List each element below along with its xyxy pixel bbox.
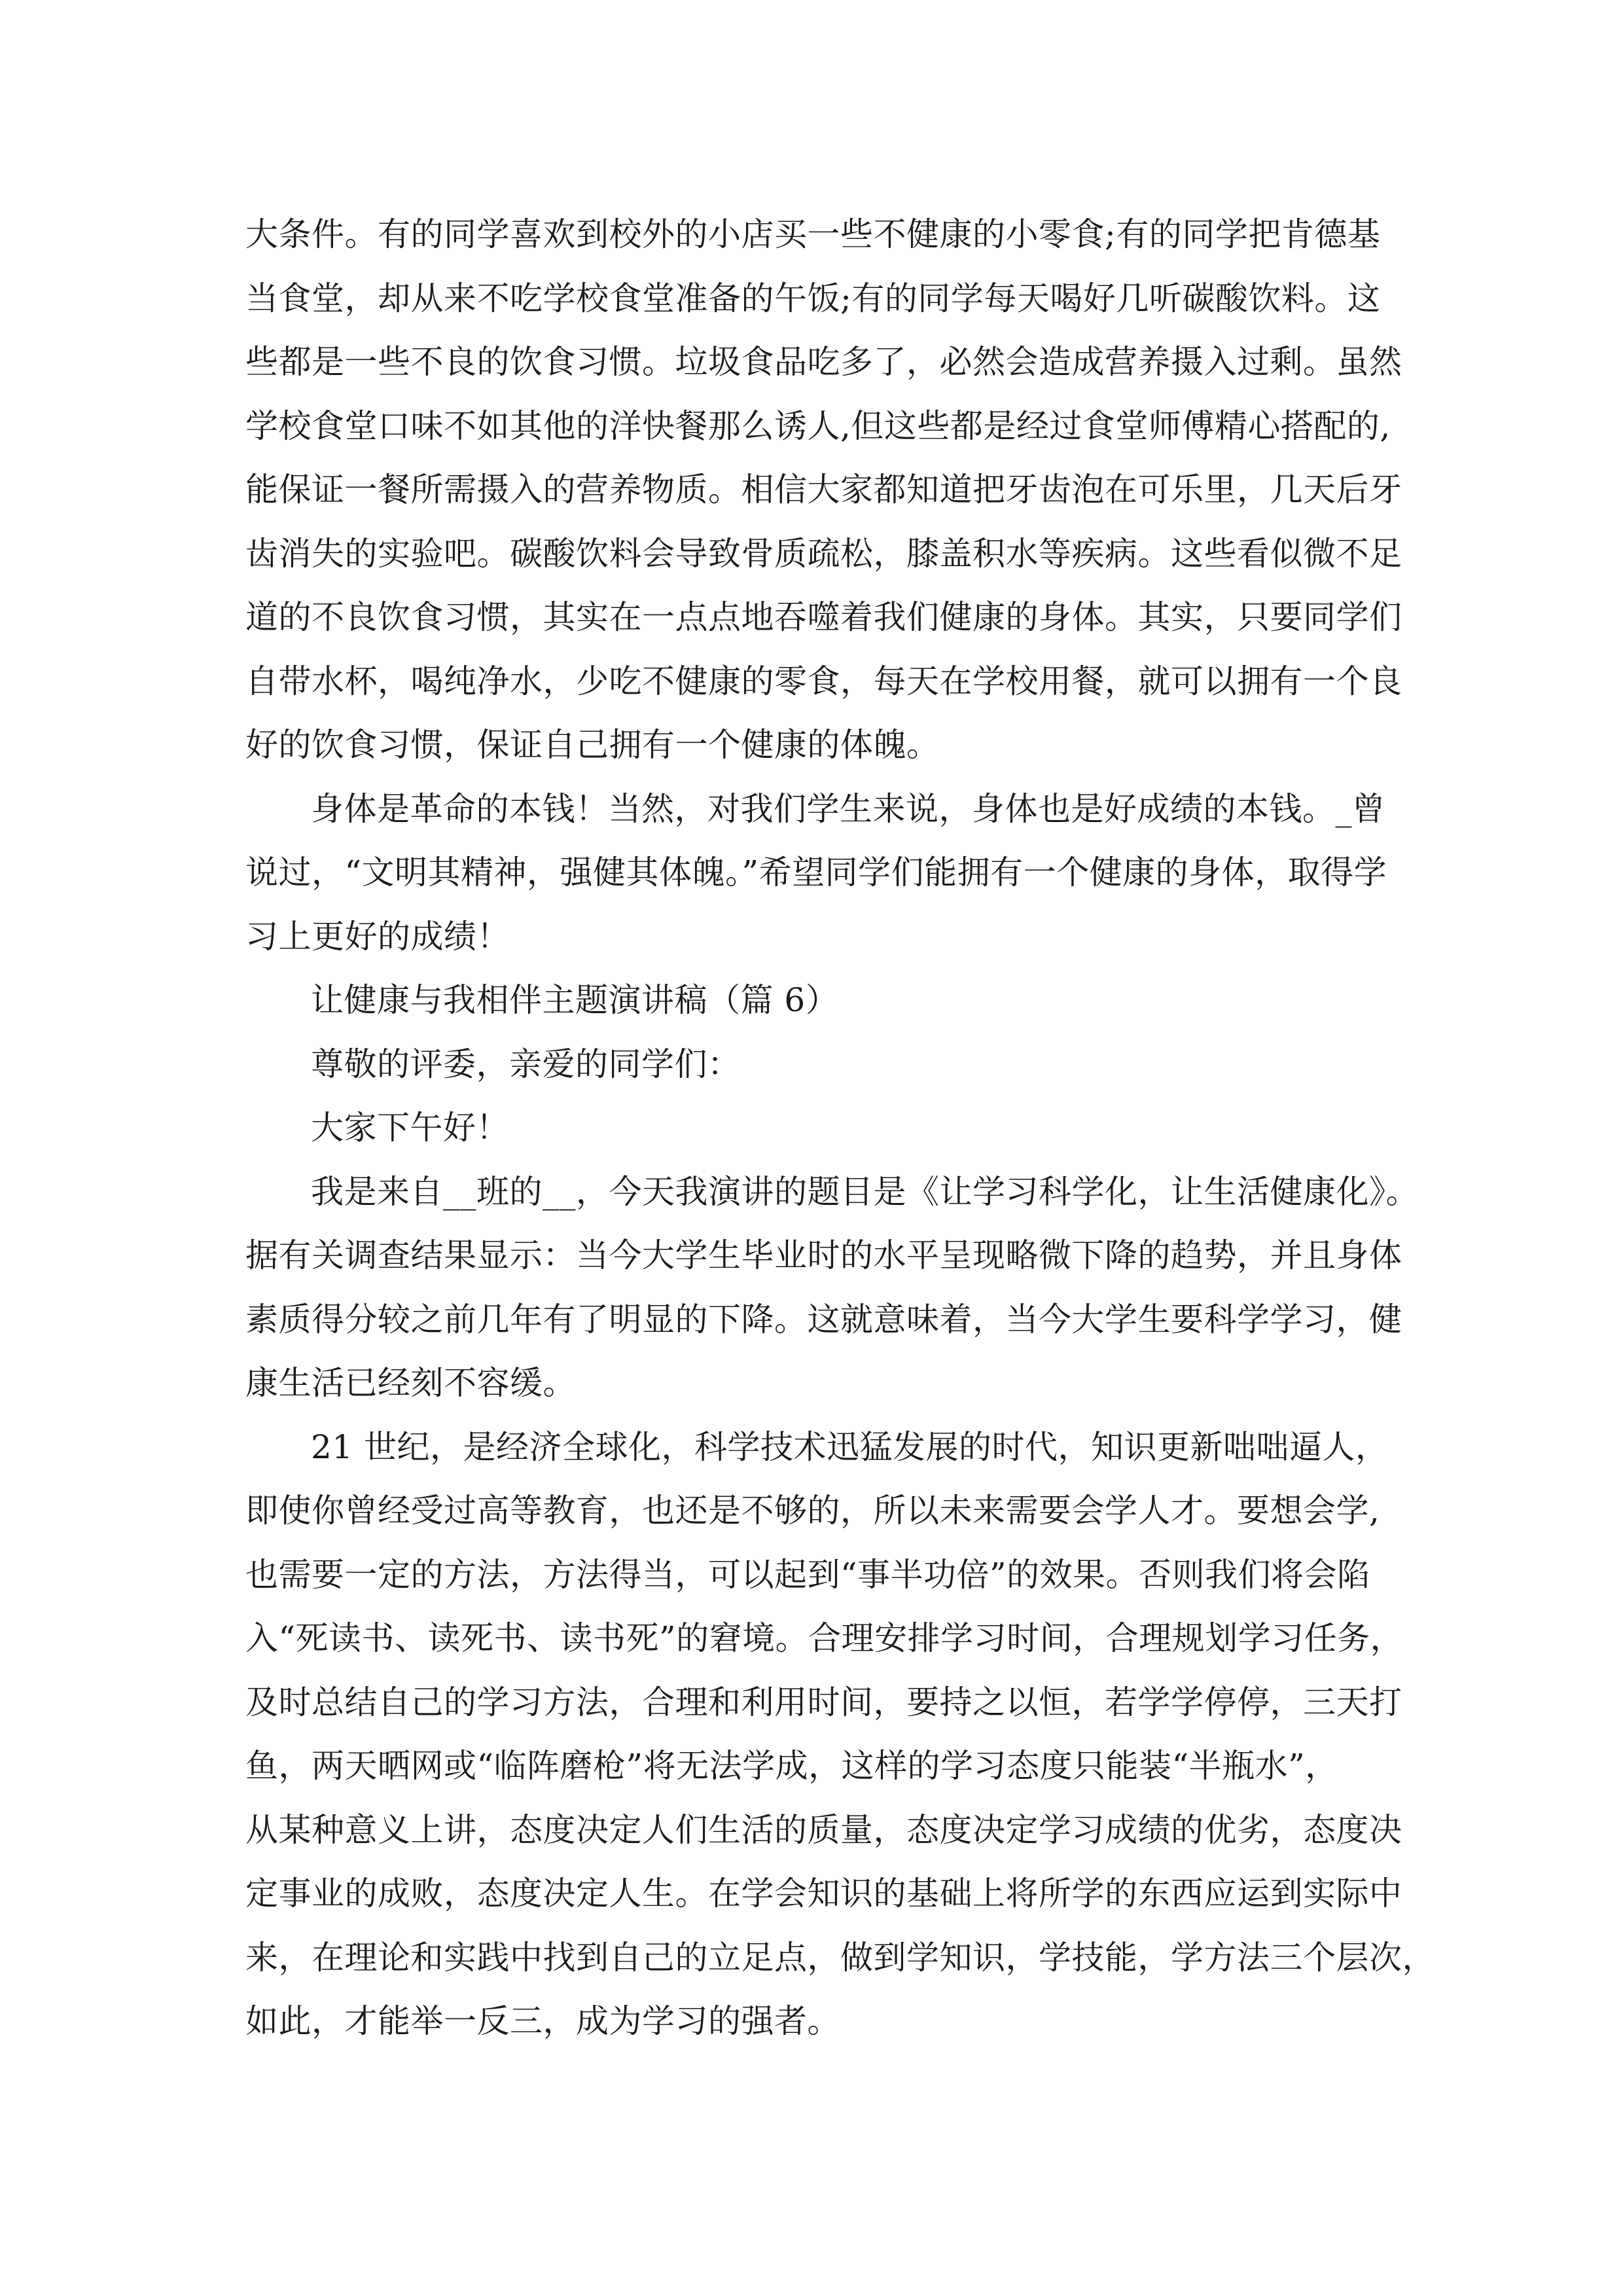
text-line: 当食堂，却从来不吃学校食堂准备的午饭;有的同学每天喝好几听碳酸饮料。这 <box>245 279 1381 317</box>
text-line: 能保证一餐所需摄入的营养物质。相信大家都知道把牙齿泡在可乐里，几天后牙 <box>245 471 1402 509</box>
greeting: 大家下午好！ <box>311 1109 509 1147</box>
text-line: 素质得分较之前几年有了明显的下降。这就意味着，当今大学生要科学学习，健 <box>245 1300 1402 1338</box>
text-line: 康生活已经刻不容缓。 <box>245 1364 576 1402</box>
text-line: 道的不良饮食习惯，其实在一点点地吞噬着我们健康的身体。其实，只要同学们 <box>245 598 1402 636</box>
paragraph-start-line: 21 世纪，是经济全球化，科学技术迅猛发展的时代，知识更新咄咄逼人， <box>311 1427 1389 1466</box>
text-line: 自带水杯，喝纯净水，少吃不健康的零食，每天在学校用餐，就可以拥有一个良 <box>245 662 1402 700</box>
text-line: 学校食堂口味不如其他的洋快餐那么诱人,但这些都是经过食堂师傅精心搭配的, <box>245 406 1391 445</box>
document-body <box>245 203 1435 2054</box>
text-line: 说过，“文明其精神，强健其体魄。”希望同学们能拥有一个健康的身体，取得学 <box>245 853 1387 891</box>
text-line: 好的饮食习惯，保证自己拥有一个健康的体魄。 <box>245 726 940 764</box>
text-line: 即使你曾经受过高等教育，也还是不够的，所以未来需要会学人才。要想会学, <box>245 1492 1380 1530</box>
text-line: 习上更好的成绩！ <box>245 917 510 956</box>
text-line: 及时总结自己的学习方法，合理和利用时间，要持之以恒，若学学停停，三天打 <box>245 1683 1402 1721</box>
section-title: 让健康与我相伴主题演讲稿（篇 6） <box>311 981 839 1019</box>
text-line: 从某种意义上讲，态度决定人们生活的质量，态度决定学习成绩的优劣，态度决 <box>245 1810 1402 1849</box>
text-line: 定事业的成败，态度决定人生。在学会知识的基础上将所学的东西应运到实际中 <box>245 1874 1402 1912</box>
text-line: 也需要一定的方法，方法得当，可以起到“事半功倍”的效果。否则我们将会陷 <box>245 1555 1370 1594</box>
text-line: 来，在理论和实践中找到自己的立足点，做到学知识，学技能，学方法三个层次， <box>245 1938 1435 1977</box>
text-line: 如此，才能举一反三，成为学习的强者。 <box>245 2002 840 2040</box>
text-line: 入“死读书、读死书、读书死”的窘境。合理安排学习时间，合理规划学习任务， <box>245 1619 1404 1657</box>
paragraph-start-line: 身体是革命的本钱！当然，对我们学生来说，身体也是好成绩的本钱。_曾 <box>311 789 1385 828</box>
paragraph-start-line: 我是来自__班的__，今天我演讲的题目是《让学习科学化，让生活健康化》。 <box>311 1172 1419 1211</box>
text-line: 大条件。有的同学喜欢到校外的小店买一些不健康的小零食;有的同学把肯德基 <box>245 215 1381 253</box>
text-line: 据有关调查结果显示：当今大学生毕业时的水平呈现略微下降的趋势，并且身体 <box>245 1236 1402 1274</box>
text-line: 些都是一些不良的饮食习惯。垃圾食品吃多了，必然会造成营养摄入过剩。虽然 <box>245 343 1402 381</box>
text-line: 齿消失的实验吧。碳酸饮料会导致骨质疏松，膝盖积水等疾病。这些看似微不足 <box>245 534 1402 573</box>
text-line: 鱼，两天晒网或“临阵磨枪”将无法学成，这样的学习态度只能装“半瓶水”， <box>245 1747 1338 1785</box>
salutation: 尊敬的评委，亲爱的同学们： <box>311 1045 741 1083</box>
